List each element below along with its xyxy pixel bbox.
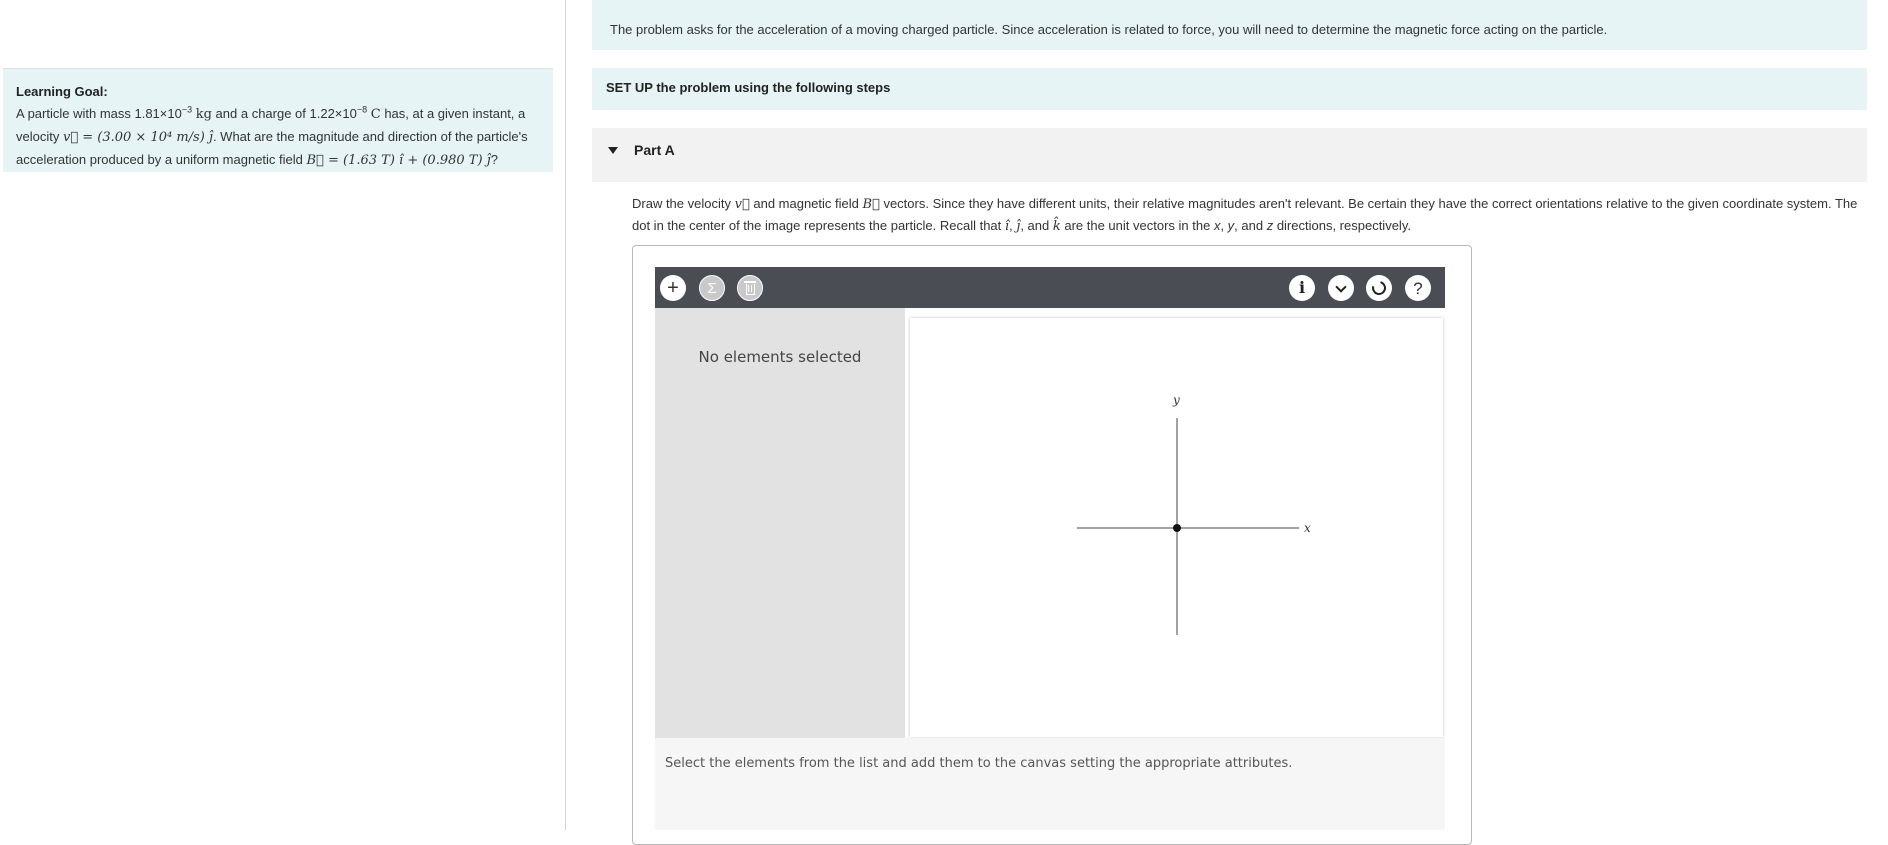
no-selection-message: No elements selected — [698, 348, 862, 366]
panel-divider — [565, 0, 566, 830]
instr-t1: Draw the velocity — [632, 196, 735, 211]
sigma-button[interactable] — [699, 275, 725, 301]
part-a-header[interactable] — [592, 128, 1867, 182]
instr-j-hat: ĵ — [1016, 219, 1021, 234]
help-icon: ? — [1413, 278, 1423, 298]
hint-banner — [592, 0, 1867, 50]
sigma-icon: Σ — [707, 279, 717, 297]
instr-t5: directions, respectively. — [1273, 218, 1411, 233]
charge-unit: C — [370, 107, 381, 122]
lg-line2-a: velocity — [16, 129, 63, 144]
setup-banner: SET UP the problem using the following steps — [592, 68, 1867, 110]
info-icon: i — [1298, 278, 1306, 297]
instr-t2: and magnetic field — [749, 196, 863, 211]
instr-c2: , and — [1020, 218, 1053, 233]
particle-dot — [1173, 524, 1181, 532]
trash-icon — [746, 284, 755, 295]
hint-text: The problem asks for the acceleration of a moving charged particle. Since acceleration is related to force, you will need to determine the magnetic force acting on the particle. — [610, 22, 1608, 37]
collapse-triangle-icon[interactable] — [608, 147, 618, 154]
instr-i-hat: î — [1004, 219, 1010, 234]
charge-exponent: −8 — [356, 104, 368, 115]
reset-button[interactable] — [1366, 275, 1392, 301]
element-list-area — [655, 738, 1445, 830]
chevron-down-icon — [1335, 281, 1346, 292]
element-properties-panel — [655, 308, 905, 738]
reset-icon — [1369, 278, 1388, 297]
options-dropdown-button[interactable] — [1328, 275, 1354, 301]
lg-line3-a: acceleration produced by a uniform magnetic field — [16, 152, 307, 167]
plus-icon: + — [667, 277, 679, 299]
learning-goal-panel — [3, 68, 553, 172]
add-element-button[interactable] — [660, 275, 686, 301]
x-axis-label: x — [1304, 521, 1311, 535]
learning-goal-title: Learning Goal: — [16, 84, 108, 99]
lg-line1-b: and a charge of 1.22×10 — [211, 106, 357, 121]
part-a-label: Part A — [634, 142, 675, 158]
y-axis-label: y — [1173, 393, 1180, 407]
instr-y: y — [1227, 218, 1235, 233]
part-a-instructions — [632, 193, 1867, 237]
axes-svg — [910, 318, 1443, 737]
instr-t4: are the unit vectors in the — [1060, 218, 1214, 233]
instr-t3: vectors. Since they have different units, their relative magnitudes aren't relevant. Be certain they have the correct orientations relative to the given coordinate system. The dot in the center of the image represents the particle. Recall that — [632, 196, 1858, 233]
instr-v-symbol: v⃗ — [734, 197, 750, 212]
mass-unit: kg — [195, 107, 212, 122]
instr-c3: , — [1220, 218, 1228, 233]
instr-k-hat: k̂ — [1052, 219, 1061, 234]
lg-line3-b: ? — [490, 152, 498, 167]
drawing-canvas[interactable] — [910, 318, 1443, 737]
drawing-toolbar — [655, 267, 1445, 308]
instr-c4: , and — [1234, 218, 1267, 233]
delete-button[interactable] — [737, 275, 763, 301]
instr-b-symbol: B⃗ — [862, 197, 880, 212]
select-elements-hint: Select the elements from the list and add them to the canvas setting the appropriate attributes. — [665, 756, 1293, 771]
lg-line1-c: has, at a given instant, a — [380, 106, 526, 121]
learning-goal-text — [16, 103, 540, 172]
velocity-expression: v⃗ = (3.00 × 10⁴ m/s) ĵ — [62, 130, 213, 145]
mass-exponent: −3 — [181, 104, 193, 115]
field-expression: B⃗ = (1.63 T) î + (0.980 T) ĵ — [306, 153, 491, 168]
instr-c1: , — [1009, 218, 1017, 233]
help-button[interactable] — [1405, 275, 1431, 301]
instr-z: z — [1266, 218, 1274, 233]
instr-x: x — [1213, 218, 1221, 233]
lg-line1-a: A particle with mass 1.81×10 — [16, 106, 182, 121]
lg-line2-b: . What are the magnitude and direction of the particle's — [212, 129, 528, 144]
info-button[interactable] — [1289, 275, 1315, 301]
